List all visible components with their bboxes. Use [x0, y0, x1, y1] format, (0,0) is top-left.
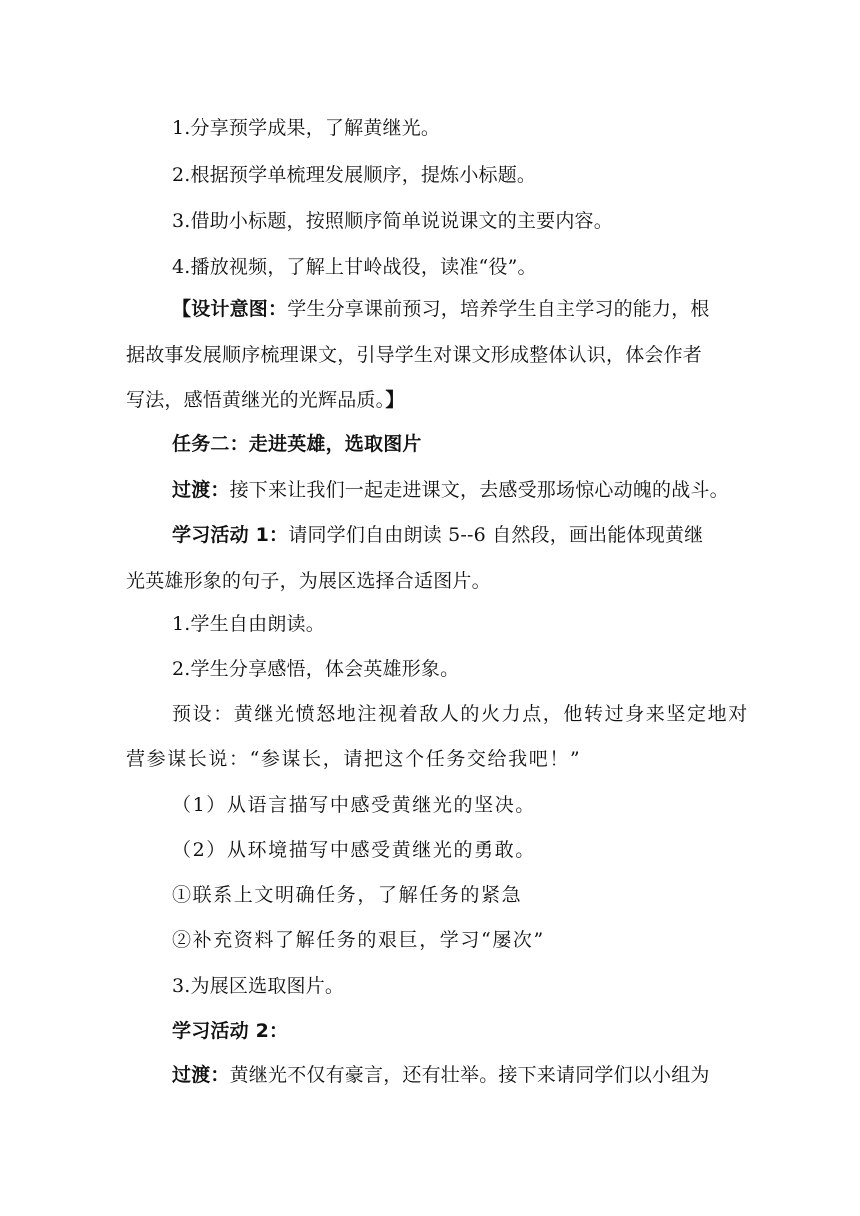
step-item: 3.为展区选取图片。 [172, 975, 345, 997]
design-intent-label: 【设计意图： [172, 298, 288, 320]
design-intent-line: 据故事发展顺序梳理课文，引导学生对课文形成整体认识，体会作者 [126, 344, 703, 366]
transition-line [172, 1063, 710, 1087]
design-intent-text: 学生分享课前预习，培养学生自主学习的能力，根 [287, 298, 710, 320]
design-intent-line [172, 297, 710, 321]
transition-line [172, 478, 729, 502]
transition-text: 黄继光不仅有豪言，还有壮举。接下来请同学们以小组为 [229, 1064, 710, 1086]
design-intent-close: 】 [385, 389, 405, 411]
circle-point: ①联系上文明确任务，了解任务的紧急 [172, 884, 523, 906]
activity-text: 请同学们自由朗读 5--6 自然段，画出能体现黄继 [288, 524, 704, 546]
activity-line [172, 523, 703, 547]
section-heading: 任务二：走进英雄，选取图片 [172, 433, 422, 455]
step-item: 1.学生自由朗读。 [172, 613, 325, 635]
activity-line: 光英雄形象的句子，为展区选择合适图片。 [126, 570, 491, 592]
sub-point: （2）从环境描写中感受黄继光的勇敢。 [172, 839, 536, 861]
step-item: 1.分享预学成果，了解黄继光。 [172, 117, 441, 139]
activity-heading: 学习活动 2： [172, 1020, 289, 1042]
sub-point: （1）从语言描写中感受黄继光的坚决。 [172, 794, 536, 816]
design-intent-line [126, 388, 405, 412]
circle-point: ②补充资料了解任务的艰巨，学习“屡次” [172, 929, 545, 951]
activity-label: 学习活动 1： [172, 524, 289, 546]
transition-label: 过渡： [172, 479, 230, 501]
preset-line: 预设：黄继光愤怒地注视着敌人的火力点，他转过身来坚定地对 [172, 703, 749, 725]
transition-text: 接下来让我们一起走进课文，去感受那场惊心动魄的战斗。 [229, 479, 729, 501]
design-intent-text: 写法，感悟黄继光的光辉品质。 [126, 389, 386, 411]
preset-line: 营参谋长说：“参谋长，请把这个任务交给我吧！” [126, 748, 582, 770]
step-item: 2.学生分享感悟，体会英雄形象。 [172, 658, 460, 680]
step-item: 2.根据预学单梳理发展顺序，提炼小标题。 [172, 164, 537, 186]
transition-label: 过渡： [172, 1064, 230, 1086]
step-item: 4.播放视频，了解上甘岭战役，读准“役”。 [172, 256, 537, 278]
step-item: 3.借助小标题，按照顺序简单说说课文的主要内容。 [172, 210, 613, 232]
